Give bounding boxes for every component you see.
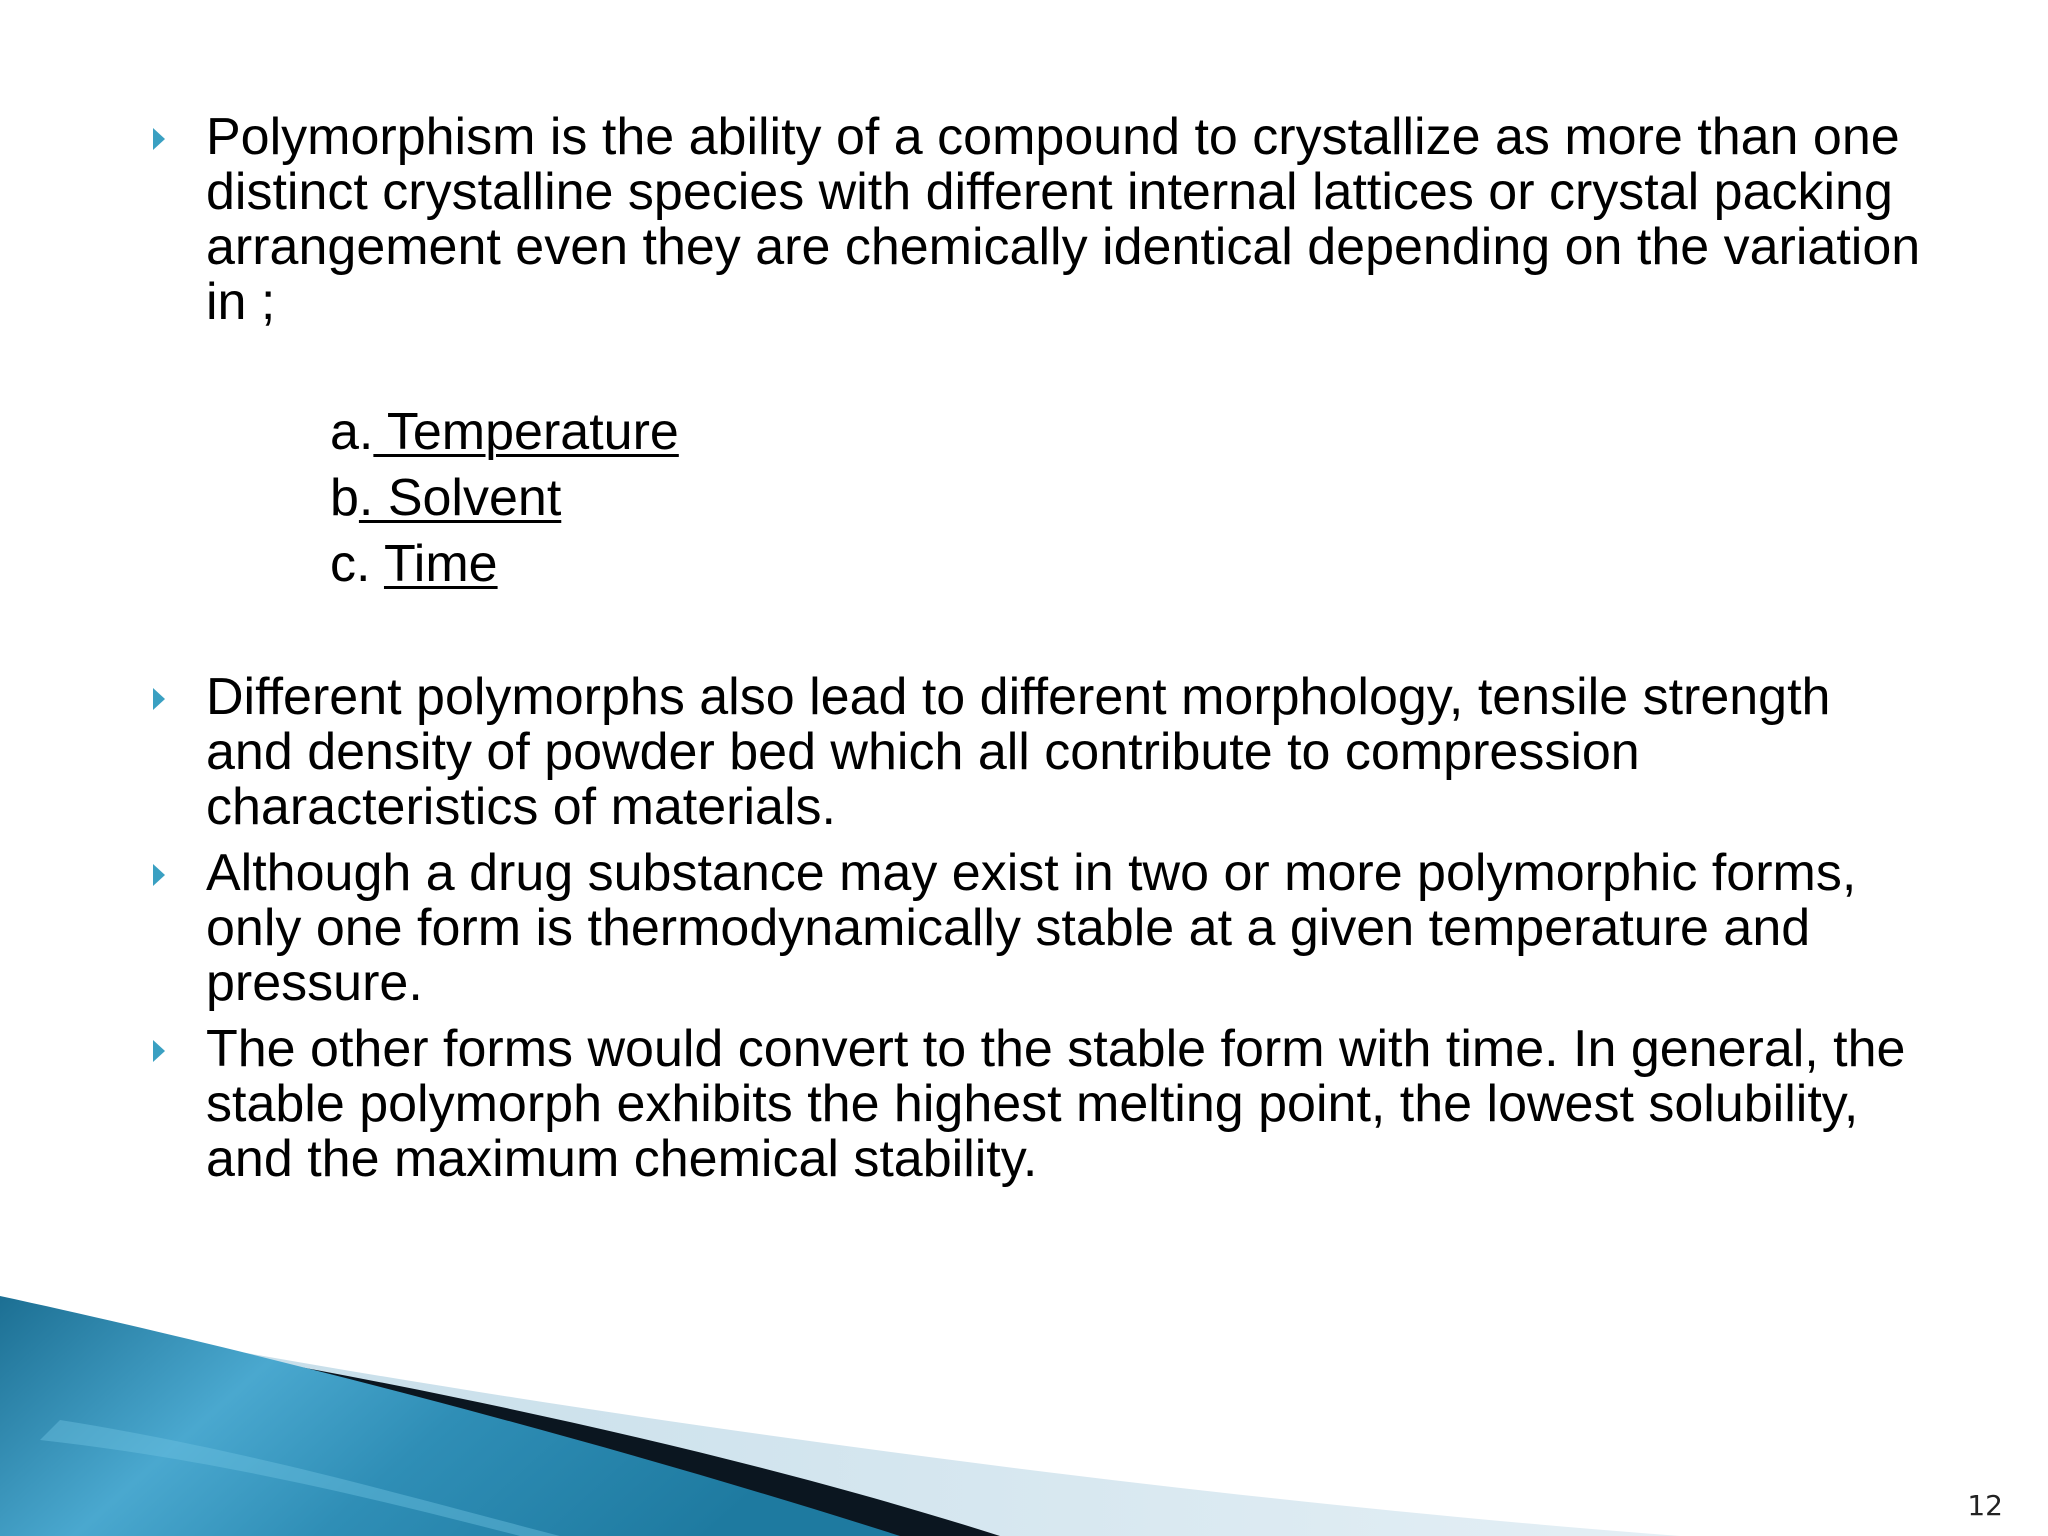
list-item-label: Time: [383, 535, 498, 593]
page-number: 12: [1967, 1489, 2003, 1522]
bullet-text-2: Different polymorphs also lead to different morphology, tensile strength and density of powder bed which all contribute to compression characteristics of materials.: [206, 668, 1831, 836]
list-item-label: . Solvent: [358, 469, 562, 527]
list-item-prefix: a.: [330, 403, 374, 461]
bullet-text-3: Although a drug substance may exist in two or more polymorphic forms, only one form is thermodynamically stable at a given temperature and pressure.: [206, 844, 1857, 1012]
bullet-text-4: The other forms would convert to the stable form with time. In general, the stable polymorph exhibits the highest melting point, the lowest solubility, and the maximum chemical stability.: [206, 1020, 1906, 1188]
list-item-prefix: c.: [330, 535, 384, 593]
list-item-prefix: b: [330, 469, 359, 527]
list-item-label: Temperature: [373, 403, 679, 461]
bullet-text-1: Polymorphism is the ability of a compound to crystallize as more than one distinct crystalline species with different internal lattices or crystal packing arrangement even they are chemically identical depending on the variation in ;: [206, 108, 1921, 331]
blue-swoosh: [0, 1296, 900, 1536]
